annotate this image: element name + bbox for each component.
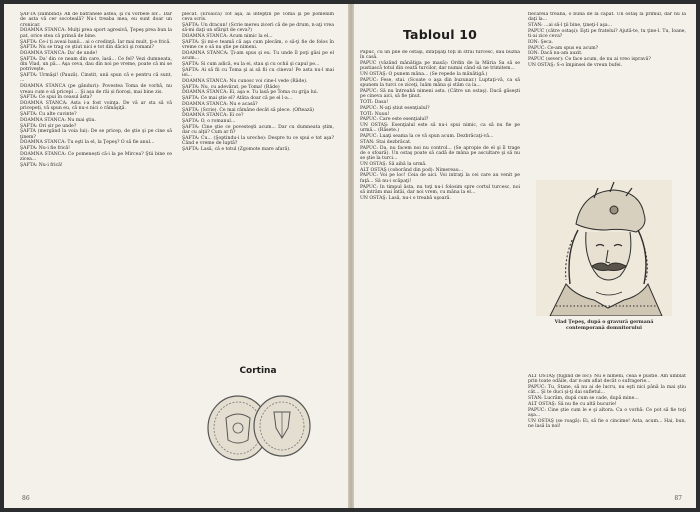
dialogue-line: ŞAFTA: Nu, cu adevărat, pe Toma! (Râde) [182,84,280,90]
dialogue-line: ŞAFTA: Da' din ce neam din care, lasă... Ce fel? Vezi dumneata, din Vlad, un pă... Aşa ceva, dau din noi pe vreme, poate că mi se potriveşte. [20,56,172,73]
dialogue-line: STAN: Lucrăm, după cum se cade, după mine... [528,396,639,402]
portrait-caption [536,320,672,331]
dialogue-line: ŞAFTA: O, o romanul... [182,119,236,124]
dialogue-line: PAPUC: Voi pe loc! Ceia de aici. Voi intraţi la cei care au venit pe faţă... Să nu-i scăpaţi! [360,173,520,184]
right-column-3 [528,374,686,488]
dialogue-line: PAPUC: Tu, Stane, să nu ai de lucru, nu eşti nici până la mai ştiu cât... Şi te duci şi-ţi dai sufletul... [528,385,686,396]
dialogue-line: ŞAFTA: (Scrie). Ce mai rămâne decât să plece. (Oftează) [182,107,314,113]
coin-illustration [204,382,314,472]
page-number-left: 86 [22,495,30,502]
dialogue-line: Papuc, cu un pile de ostaşi, înfăţişaţi toţi în strai turcesc, dau buzna în casă. [360,50,520,61]
dialogue-line: ŞAFTA: Si cum adică, eu la ei, stau şi cu ochii şi capul pe... [182,62,320,68]
dialogue-line: DOAMNA STANCA: Nu cunosc voi cine-l vede (Râde). [182,78,308,84]
dialogue-line: ŞAFTA: Un dracun! (Scrie mereu ziceri că de pe drum, n-aţi vrea să-mi daţi un sfârşit de ceva?) [182,23,334,34]
dialogue-line: ŞAFTA: Nu-i frică! [20,162,63,168]
dialogue-line: plecat. (Eroaică) Tot aşa, ai întepțin pe Toma şi pe pomenim ceva scris. [182,12,334,23]
dialogue-line: PAPUC (către ostaşi): Eşti pe fratelui? Ajută-te, tu ţine-l. Tu, Ioane, ti-ai zice ceva? [528,28,686,40]
left-column-1 [20,12,172,488]
dialogue-line: ALT OSTAŞ (fugind de loc): Nu e nimeni, ceaa e pustie. Am umblat prin toate odăile, dar n-am aflat decât o sufragerie... [528,374,686,385]
dialogue-line: ALT OSTAŞ: Să nu fie cu altă bucurie! [528,401,617,407]
dialogue-line: PAPUC: Fese, stai. (Scoate o aşa din buzunar.) Luptaţi-vă, ca să spunem la turci ce ziceţi, luăm mâna şi stăm ca la... [360,77,520,89]
caption-line-1: Vlad Ţepeş, după o gravură germană [554,319,654,325]
dialogue-line: UN OSTAŞ: Lasă, nu-i o treabă uşoară. [360,195,451,201]
dialogue-line: STAN: Stai dezbrăcat. [360,139,412,145]
dialogue-line: UN OSTAŞ (se roagă): Ei, să fie o cincime! Asta, acum... Hai, bun, ne lasă la noi! [528,418,686,430]
dialogue-line: PAPUC: Să nu întreabă nimeni asta. (Către un ostaş). Dacă găseşti pe cineva aici, să fie ţinut. [360,88,520,100]
dialogue-line: ŞAFTA: Ori șir pe unde? [20,123,77,129]
dialogue-line: DOAMNA STANCA: Nu e acasă? [182,101,258,107]
dialogue-line: ŞAFTA: Urmăşi! (Pauză). Cinstit, unii spun că e pentru că sunt, ... [20,73,172,84]
dialogue-line: DOAMNA STANCA (pe gânduri): Povestea Toma de vorbă, nu vreau cum e să pricepi ... Şi așa de răi și fioroși, mai bine zis. [20,84,172,95]
dialogue-line: ŞAFTA: Cu... (Şoptindu-i la ureche): Despre tu ce spui e tot aşa? Când e vreme de luptă? [182,135,334,147]
dialogue-line: UN OSTAŞ: Esenţialul este să nu-i spui nimic, ca să nu fie pe urmă... (Râsete.) [360,122,520,134]
dialogue-line: ŞAFTA: Ce-i ți aveai banii... ai o credinţă. Iar mai mult, ţi-e frică. [20,39,171,45]
dialogue-line: STAN: ...ai să-l ţii bine, ţineţi-l aşa... [528,23,613,29]
dialogue-line: PAPUC: In timpul ăsta, nu toţi nu-i folosim spre cortul turcesc, noi să intrăm mai întâi, dar noi vrem, cu mâna la el... [360,184,520,195]
dialogue-line: DOAMNA STANCA: Ţi-am spus şi eu. Tu unde îl poţi găsi pe el acum... [182,50,334,62]
tablou-title [360,24,520,46]
dialogue-line: PAPUC: Care este esenţialul? [360,117,429,123]
dialogue-line: PAPUC: Da, nu facem noi nu control... (Se apropie de el şi îl trage de o sfoară). Un ostaş poate să cadă de mâna pe ascultare şi să nu se ştie la turci... [360,145,520,162]
dialogue-line: ALT OSTAŞ (coborând din pod): Nimereau... [360,167,464,173]
tablou-title-text: Tabloul 10 [402,27,478,42]
right-page [354,4,696,508]
dialogue-line: DOAMNA STANCA: Ei ce? [182,113,244,119]
dialogue-line: UN OSTAŞ: S-o împinsei de vreun bufei. [528,62,623,68]
dialogue-line: DOAMNA STANCA: Asta i-a fost voinţa. De vă ar sta să vă pricepeți, vă spun eu, că nu-s nici o rămăşiţă. [20,101,172,112]
dialogue-line: fiecăreia treaba, o bună de la capăt. Un ostaş la primul, dar nu la daţi la... [528,12,686,23]
dialogue-line: DOAMNA STANCA: Tu eşti la el, la Ţepeş? O să fie anul... [20,140,155,146]
dialogue-line: TOTI: Nuuu! [360,111,390,117]
dialogue-line: DOAMNA STANCA: Mulţi prea sport agresivă, Ţepeş prea bun la pat, orice stea că prinsă de bine. [20,28,172,39]
dialogue-line: ŞAFTA: Cine ştie ce povesteşti acum... Dar cu dumneata ştim, dar cu alţii? Cum ar fi? [182,124,334,136]
dialogue-line: UN OSTAŞ: O punem mâna... (Se repede la mănătigă.) [360,72,488,78]
dialogue-line: ŞAFTA: Nu-i fie frică! [20,146,71,152]
dialogue-line: DOAMNA STANCA: Acum nimic la el... [182,34,273,40]
dialogue-line: ŞAFTA (mergând la voia lui): De se pricep, de ştie şi pe cine să ţinem? [20,129,172,140]
dialogue-line: PAPUC: Luaţi seama la ce vă spun acum. Dezbrăcaţi-vă... [360,134,494,140]
vlad-tepes-portrait [536,180,672,316]
dialogue-line: ŞAFTA: Lasă, că e totul (Zgomote mare afară). [182,146,291,152]
dialogue-line: PAPUC: Cine ştie cum le e şi altora. Ca o vorbă: Ce pot să fie toţi aşa... [528,407,686,418]
dialogue-line: ŞAFTA: Şi mi-e teamă că aşa cum plecăm, o să-ţi fie de folos în vreme ce o să nu ştie pe nimeni. [182,39,334,51]
cortina-heading: Cortina [239,366,277,376]
dialogue-line: DOAMNA STANCA: Ce pomenești că-i la pe Mircea? Ştii bine ce zicea... [20,151,172,163]
dialogue-line: ŞAFTA: Ce mai ştie el? Atâta doar că pe el l-a... [182,96,293,102]
dialogue-line: DOAMNA STANCA: Ei, aşa e. Tu lasă pe Toma cu grija lui. [182,90,319,96]
book-spread [4,4,696,508]
dialogue-line: PAPUC (văzând mânătiga pe masă): Ordin de la Măria Sa să se pustiască totul din ceată turcilor, dar numai când să ne trimitem... [360,61,520,72]
dialogue-line: ION: Şeca. [528,39,554,45]
page-number-right: 87 [674,495,682,502]
dialogue-line: DOAMNA STANCA: Da' de unde! [20,50,98,56]
dialogue-line: PAPUC: Ce-am spus eu acum? [528,45,599,51]
left-column-2 [182,12,334,362]
right-column-1 [360,50,520,482]
dialogue-line: ŞAFTA: Nu se trag ce ştiut nici e tot din dăcici şi romani? [20,45,154,51]
dialogue-line: PAPUC (sever): Ce face acum, de nu ai vreo ispravă? [528,57,651,63]
right-column-2 [528,12,686,172]
left-page [4,4,348,508]
caption-line-2: contemporană domnitorului [566,324,642,331]
dialogue-line: ŞAFTA: Cu alte cuvinte? [20,112,77,118]
dialogue-line: DOAMNA STANCA: Nu mai ştiu. [20,117,96,123]
dialogue-line: ŞAFTA (zâmbind): Ah de bătrânele astea, şi cu vorbele lor... Dar de asta vă cer socoteală? Nu-i treaba mea, eu sunt doar un cronicar. [20,12,172,28]
dialogue-line: ŞAFTA: Ai să fii cu Toma şi ai să fii cu cineva! Pe asta nu-l mai iei... [182,67,334,79]
dialogue-line: ION: Dacă nu-am auzit. [528,51,583,57]
dialogue-line: PAPUC: N-aţi știut esenţialul? [360,105,430,111]
dialogue-line: ŞAFTA: Ce spui în ceasul ăsta? [20,95,92,101]
dialogue-line: UN OSTAŞ: Să aibă la urmă. [360,161,427,167]
dialogue-line: TOTI: Dasa! [360,100,389,106]
